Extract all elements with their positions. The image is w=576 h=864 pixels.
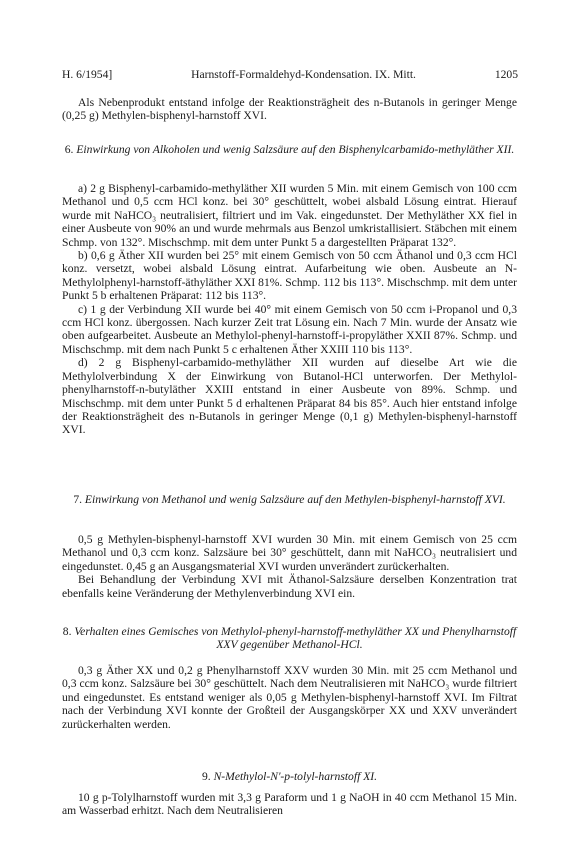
section-9-heading: [62, 770, 517, 783]
section-8: [62, 625, 517, 652]
section-6-para-b: b) 0,6 g Äther XII wurden bei 25° mit einem Gemisch von 50 ccm Äthanol und 0,3 ccm HCl konz. versetzt, wobei alsbald Lösung eintrat. Aufarbeitung wie oben. Ausbeute an N-Methylolphenyl-harnstoff-äthyläther XXI 81%. Schmp. 112 bis 113°. Mischschmp. mit dem unter Punkt 5 b erhaltenen Präparat: 112 bis 113°.: [62, 249, 518, 303]
header-title: Harnstoff-Formaldehyd-Kondensation. IX. Mitt.: [191, 68, 416, 81]
section-9-title: N-Methylol-N'-p-tolyl-harnstoff XI.: [213, 770, 378, 783]
section-6-para-a: a) 2 g Bisphenyl-carbamido-methyläther XII wurden 5 Min. mit einem Gemisch von 100 ccm Methanol und 0,5 ccm HCl konz. bei 30° geschüttelt, wobei alsbald Lösung eintrat. Hierauf wurde mit NaHCO₃ neutralisiert, filtriert und im Vak. eingedunstet. Der Methyläther XX fiel in einer Ausbeute von 90% an und wurde mehrmals aus Benzol umkristallisiert. Stäbchen mit einem Schmp. von 132°. Mischschmp. mit dem unter Punkt 5 a dargestellten Präparat 132°.: [62, 182, 517, 249]
section-9: [62, 770, 517, 783]
intro-paragraph: Als Nebenprodukt entstand infolge der Reaktionsträgheit des n-Butanols in geringer Menge (0,25 g) Methylen-bisphenyl-harnstoff XVI.: [62, 96, 517, 123]
section-7: [62, 493, 517, 506]
running-header: [62, 68, 518, 81]
section-7-title: Einwirkung von Methanol und wenig Salzsäure auf den Methylen-bisphenyl-harnstoff XVI.: [84, 493, 506, 506]
section-8-title: Verhalten eines Gemisches von Methylol-phenyl-harnstoff-methyläther XX und Phenylharnstoff XXV gegenüber Methanol-HCl.: [74, 625, 517, 652]
section-7-para-1: 0,5 g Methylen-bisphenyl-harnstoff XVI wurden 30 Min. mit einem Gemisch von 25 ccm Methanol und 0,3 ccm konz. Salzsäure bei 30° geschüttelt, dann mit NaHCO₃ neutralisiert und eingedunstet. 0,45 g an Ausgangsmaterial XVI wurden unverändert zurückerhalten.: [62, 533, 517, 573]
section-8-para-1: 0,3 g Äther XX und 0,2 g Phenylharnstoff XXV wurden 30 Min. mit 25 ccm Methanol und 0,3 ccm konz. Salzsäure bei 30° geschüttelt. Nach dem Neutralisieren mit NaHCO₃ wurde filtriert und eingedunstet. Es entstand weniger als 0,05 g Methylen-bisphenyl-harnstoff XVI. Im Filtrat nach der Verbindung XVI konnte der Großteil der Ausgangskörper XX und XXV unverändert zurückerhalten werden.: [62, 664, 517, 731]
section-7-heading: [62, 493, 517, 506]
header-journal-ref: H. 6/1954]: [62, 68, 113, 81]
section-6-heading: [62, 143, 517, 156]
section-9-para-1: 10 g p-Tolylharnstoff wurden mit 3,3 g Paraform und 1 g NaOH in 40 ccm Methanol 15 Min. am Wasserbad erhitzt. Nach dem Neutralisieren: [62, 791, 517, 818]
section-6-title: Einwirkung von Alkoholen und wenig Salzsäure auf den Bisphenylcarbamido-methyläther XII.: [76, 143, 515, 156]
section-8-number: 8.: [62, 625, 72, 638]
section-8-heading: [62, 625, 517, 652]
section-7-number: 7.: [73, 493, 83, 506]
section-6-number: 6.: [64, 143, 74, 156]
page-number: 1205: [494, 68, 518, 81]
intro-block: [62, 96, 517, 123]
section-9-body: [62, 791, 517, 818]
section-6-body: [62, 182, 517, 437]
section-6: [62, 143, 517, 156]
section-8-body: [62, 664, 517, 731]
section-6-para-d: d) 2 g Bisphenyl-carbamido-methyläther XII wurden auf dieselbe Art wie die Methylolverbindung X der Einwirkung von Butanol-HCl unterworfen. Der Methylol-phenylharnstoff-n-butyläther XXIII entstand in einer Ausbeute von 89%. Schmp. und Mischschmp. mit dem unter Punkt 5 d erhaltenen Präparat 84 bis 85°. Auch hier entstand infolge der Reaktionsträgheit des n-Butanols in geringer Menge (0,1 g) Methylen-bisphenyl-harnstoff XVI.: [62, 356, 517, 437]
section-7-para-2: Bei Behandlung der Verbindung XVI mit Äthanol-Salzsäure derselben Konzentration trat ebenfalls keine Veränderung der Methylenverbindung XVI ein.: [62, 573, 517, 600]
section-6-para-c: c) 1 g der Verbindung XII wurde bei 40° mit einem Gemisch von 50 ccm i-Propanol und 0,3 ccm HCl konz. übergossen. Nach kurzer Zeit trat Lösung ein. Nach 7 Min. wurde der Ansatz wie oben aufgearbeitet. Ausbeute an Methylol-phenyl-harnstoff-i-propyläther XXII 87%. Schmp. und Mischschmp. mit dem nach Punkt 5 c erhaltenen Äther XXIII 110 bis 113°.: [62, 302, 517, 356]
section-7-body: [62, 533, 517, 600]
section-9-number: 9.: [201, 770, 211, 783]
